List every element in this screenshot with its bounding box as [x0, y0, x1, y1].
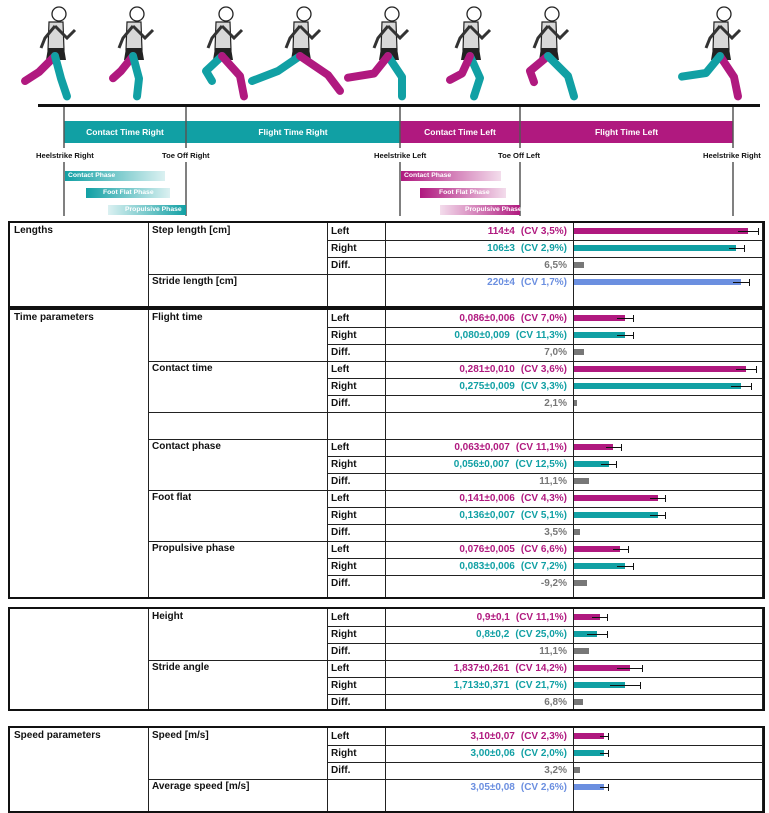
column-divider: [327, 310, 328, 597]
value-bar: [574, 349, 584, 355]
row-divider: [327, 473, 762, 474]
error-bar: [617, 668, 642, 669]
column-divider: [148, 609, 149, 709]
error-bar: [587, 634, 607, 635]
value-bar: [574, 699, 583, 705]
error-bar-cap: [621, 444, 622, 451]
mean-value: -9,2%: [540, 578, 567, 589]
mean-value: 0,080±0,009: [454, 330, 510, 341]
error-bar-cap: [616, 461, 617, 468]
contact-time-left-label: Contact Time Left: [424, 127, 496, 137]
runner-figure: [682, 7, 740, 96]
error-bar: [610, 685, 639, 686]
parameter-label: Stride angle: [152, 662, 210, 673]
mean-value: 0,136±0,007: [459, 510, 515, 521]
error-bar-cap: [640, 682, 641, 689]
error-bar-cap: [642, 665, 643, 672]
value-bar: [574, 245, 736, 251]
side-label: Left: [331, 731, 350, 742]
group-divider: [148, 490, 762, 491]
error-bar: [601, 464, 616, 465]
row-divider: [327, 677, 762, 678]
mean-value: 0,281±0,010: [459, 364, 515, 375]
cv-value: (CV 2,0%): [520, 748, 567, 759]
error-bar-cap: [744, 245, 745, 252]
runner-figure: [530, 7, 574, 96]
row-divider: [327, 327, 762, 328]
mean-value: 0,063±0,007: [454, 442, 510, 453]
side-label: Diff.: [331, 527, 351, 538]
mean-value: 0,056±0,007: [453, 459, 510, 470]
row-divider: [327, 524, 762, 525]
value-bar: [574, 478, 589, 484]
error-bar-cap: [608, 784, 609, 791]
error-bar: [600, 787, 608, 788]
value-bar: [574, 767, 580, 773]
mean-value: 11,1%: [539, 646, 567, 657]
cv-value: (CV 4,3%): [520, 493, 567, 504]
group-divider: [148, 779, 762, 780]
error-bar: [617, 335, 632, 336]
mean-value: 106±3: [487, 243, 515, 254]
row-divider: [327, 344, 762, 345]
side-label: Right: [331, 748, 357, 759]
side-label: Diff.: [331, 646, 351, 657]
value-cell: [459, 381, 567, 392]
contact-time-right-label: Contact Time Right: [86, 127, 164, 137]
phase-contact-right: Contact Phase: [68, 172, 116, 179]
cv-value: (CV 14,2%): [515, 663, 567, 674]
row-divider: [327, 257, 762, 258]
value-bar: [574, 512, 658, 518]
mean-value: 0,076±0,005: [459, 544, 515, 555]
error-bar-cap: [633, 332, 634, 339]
error-bar: [592, 617, 607, 618]
side-label: Right: [331, 243, 357, 254]
value-cell: [459, 544, 567, 555]
mean-value: 11,1%: [539, 476, 567, 487]
section-title: Time parameters: [14, 312, 94, 323]
flight-time-left-label: Flight Time Left: [594, 127, 659, 137]
group-divider: [148, 274, 762, 275]
side-label: Right: [331, 629, 357, 640]
value-cell: [470, 748, 567, 759]
phase-footflat-left: Foot Flat Phase: [439, 189, 490, 196]
phase-contact-left: Contact Phase: [404, 172, 452, 179]
side-label: Left: [331, 544, 350, 555]
error-bar-cap: [608, 750, 609, 757]
column-divider: [327, 728, 328, 811]
cv-value: (CV 25,0%): [515, 629, 567, 640]
mean-value: 3,2%: [544, 765, 567, 776]
group-divider: [148, 439, 762, 440]
runner-figure: [206, 7, 244, 96]
side-label: Right: [331, 680, 357, 691]
side-label: Diff.: [331, 765, 351, 776]
value-cell: [544, 527, 567, 538]
group-divider: [148, 412, 762, 413]
error-bar-cap: [758, 228, 759, 235]
runner-figure: [348, 7, 408, 96]
error-bar: [606, 447, 621, 448]
row-divider: [327, 694, 762, 695]
mean-value: 0,083±0,006: [459, 561, 515, 572]
side-label: Diff.: [331, 697, 351, 708]
error-bar-cap: [633, 315, 634, 322]
side-label: Left: [331, 663, 350, 674]
error-bar-cap: [665, 495, 666, 502]
error-bar-cap: [607, 614, 608, 621]
row-divider: [327, 575, 762, 576]
value-cell: [541, 578, 567, 589]
value-cell: [454, 442, 567, 453]
row-divider: [327, 395, 762, 396]
value-bar: [574, 648, 589, 654]
value-cell: [544, 347, 567, 358]
column-divider: [762, 609, 763, 709]
value-cell: [454, 459, 567, 470]
value-cell: [470, 782, 567, 793]
side-label: Diff.: [331, 476, 351, 487]
mean-value: 0,275±0,009: [459, 381, 515, 392]
side-label: Left: [331, 493, 350, 504]
cv-value: (CV 11,3%): [515, 330, 567, 341]
cv-value: (CV 3,6%): [520, 364, 567, 375]
parameter-label: Flight time: [152, 312, 203, 323]
cv-value: (CV 1,7%): [520, 277, 567, 288]
column-divider: [762, 728, 763, 811]
cv-value: (CV 2,9%): [520, 243, 567, 254]
mean-value: 3,05±0,08: [470, 782, 515, 793]
mean-value: 0,9±0,1: [476, 612, 510, 623]
value-cell: [544, 260, 567, 271]
side-label: Left: [331, 612, 350, 623]
value-cell: [544, 765, 567, 776]
group-divider: [148, 541, 762, 542]
error-bar-cap: [628, 546, 629, 553]
table-section: [8, 221, 765, 308]
cv-value: (CV 3,5%): [520, 226, 567, 237]
cv-value: (CV 21,7%): [515, 680, 567, 691]
cv-value: (CV 11,1%): [515, 442, 567, 453]
cv-value: (CV 2,3%): [520, 731, 567, 742]
value-cell: [459, 561, 567, 572]
value-cell: [477, 612, 567, 623]
column-divider: [385, 728, 386, 811]
mean-value: 6,8%: [544, 697, 567, 708]
cv-value: (CV 12,5%): [515, 459, 567, 470]
column-divider: [385, 223, 386, 306]
mean-value: 6,5%: [544, 260, 567, 271]
value-cell: [454, 680, 567, 691]
parameter-label: Speed [m/s]: [152, 730, 209, 741]
side-label: Diff.: [331, 260, 351, 271]
error-bar: [738, 231, 758, 232]
value-cell: [454, 330, 567, 341]
error-bar: [736, 369, 756, 370]
side-label: Right: [331, 381, 357, 392]
value-cell: [487, 277, 567, 288]
column-divider: [762, 223, 763, 306]
value-cell: [476, 629, 567, 640]
error-bar: [613, 549, 628, 550]
value-bar: [574, 400, 577, 406]
row-divider: [327, 456, 762, 457]
parameter-label: Foot flat: [152, 492, 192, 503]
error-bar: [617, 566, 632, 567]
value-cell: [459, 313, 567, 324]
column-divider: [385, 310, 386, 597]
error-bar: [600, 753, 608, 754]
error-bar: [617, 318, 632, 319]
value-bar: [574, 366, 746, 372]
value-bar: [574, 580, 587, 586]
row-divider: [327, 378, 762, 379]
side-label: Left: [331, 442, 350, 453]
value-cell: [544, 697, 567, 708]
parameter-label: Height: [152, 611, 184, 622]
runner-figure: [450, 7, 490, 96]
mean-value: 114±4: [487, 226, 515, 237]
row-divider: [327, 643, 762, 644]
side-label: Right: [331, 510, 357, 521]
error-bar-cap: [607, 631, 608, 638]
table-section: [8, 726, 765, 813]
mean-value: 0,086±0,006: [459, 313, 515, 324]
error-bar-cap: [756, 366, 757, 373]
side-label: Diff.: [331, 398, 351, 409]
table-section: [8, 308, 765, 599]
parameter-label: Contact phase: [152, 441, 221, 452]
side-label: Left: [331, 364, 350, 375]
error-bar-cap: [751, 383, 752, 390]
error-bar: [731, 386, 751, 387]
row-divider: [327, 240, 762, 241]
side-label: Right: [331, 561, 357, 572]
mean-value: 1,837±0,261: [453, 663, 510, 674]
mean-value: 3,00±0,06: [470, 748, 515, 759]
value-cell: [459, 510, 567, 521]
row-divider: [327, 745, 762, 746]
gait-phase-diagram: [0, 0, 769, 220]
flight-time-right-label: Flight Time Right: [258, 127, 328, 137]
value-cell: [459, 493, 567, 504]
value-cell: [544, 398, 567, 409]
event-heelstrike-left: Heelstrike Left: [374, 151, 427, 160]
section-title: Lengths: [14, 225, 53, 236]
error-bar-cap: [608, 733, 609, 740]
value-bar: [574, 529, 580, 535]
side-label: Diff.: [331, 347, 351, 358]
column-divider: [327, 223, 328, 306]
cv-value: (CV 6,6%): [520, 544, 567, 555]
side-label: Diff.: [331, 578, 351, 589]
group-divider: [148, 660, 762, 661]
event-toe-off-right: Toe Off Right: [162, 151, 210, 160]
side-label: Left: [331, 313, 350, 324]
parameter-label: Propulsive phase: [152, 543, 235, 554]
error-bar: [650, 498, 665, 499]
value-cell: [454, 663, 567, 674]
cv-value: (CV 7,2%): [520, 561, 567, 572]
value-cell: [539, 476, 567, 487]
runner-figure: [252, 7, 340, 91]
value-bar: [574, 495, 658, 501]
phase-footflat-right: Foot Flat Phase: [103, 189, 154, 196]
runner-figure: [113, 7, 153, 96]
value-cell: [488, 226, 567, 237]
cv-value: (CV 5,1%): [520, 510, 567, 521]
column-divider: [148, 310, 149, 597]
phase-propulsive-right: Propulsive Phase: [125, 206, 182, 213]
value-bar: [574, 262, 584, 268]
mean-value: 3,10±0,07: [470, 731, 515, 742]
runner-illustration: [0, 0, 769, 220]
value-cell: [539, 646, 567, 657]
group-divider: [148, 361, 762, 362]
cv-value: (CV 7,0%): [520, 313, 567, 324]
cv-value: (CV 2,6%): [520, 782, 567, 793]
error-bar: [600, 736, 608, 737]
section-title: Speed parameters: [14, 730, 101, 741]
parameter-label: Contact time: [152, 363, 213, 374]
event-toe-off-left: Toe Off Left: [498, 151, 541, 160]
column-divider: [762, 310, 763, 597]
mean-value: 220±4: [487, 277, 515, 288]
row-divider: [327, 626, 762, 627]
value-bar: [574, 228, 748, 234]
error-bar-cap: [633, 563, 634, 570]
cv-value: (CV 11,1%): [515, 612, 567, 623]
event-heelstrike-right: Heelstrike Right: [36, 151, 94, 160]
error-bar-cap: [749, 279, 750, 286]
mean-value: 1,713±0,371: [453, 680, 510, 691]
parameter-label: Average speed [m/s]: [152, 781, 250, 792]
row-divider: [327, 762, 762, 763]
row-divider: [327, 507, 762, 508]
runner-figure: [25, 7, 75, 96]
phase-propulsive-left: Propulsive Phase: [465, 206, 522, 213]
table-section: [8, 607, 765, 711]
error-bar-cap: [665, 512, 666, 519]
side-label: Right: [331, 459, 357, 470]
value-cell: [459, 364, 567, 375]
column-divider: [148, 728, 149, 811]
error-bar: [733, 282, 748, 283]
side-label: Right: [331, 330, 357, 341]
parameter-label: Stride length [cm]: [152, 276, 238, 287]
event-heelstrike-right-end: Heelstrike Right: [703, 151, 761, 160]
row-divider: [327, 558, 762, 559]
side-label: Left: [331, 226, 350, 237]
mean-value: 2,1%: [544, 398, 567, 409]
mean-value: 0,8±0,2: [476, 629, 510, 640]
error-bar: [650, 515, 665, 516]
mean-value: 0,141±0,006: [459, 493, 515, 504]
column-divider: [148, 223, 149, 306]
parameter-label: Step length [cm]: [152, 225, 231, 236]
value-bar: [574, 383, 741, 389]
mean-value: 3,5%: [544, 527, 567, 538]
cv-value: (CV 3,3%): [520, 381, 567, 392]
error-bar: [729, 248, 744, 249]
value-bar: [574, 279, 741, 285]
mean-value: 7,0%: [544, 347, 567, 358]
value-cell: [470, 731, 567, 742]
value-cell: [487, 243, 567, 254]
